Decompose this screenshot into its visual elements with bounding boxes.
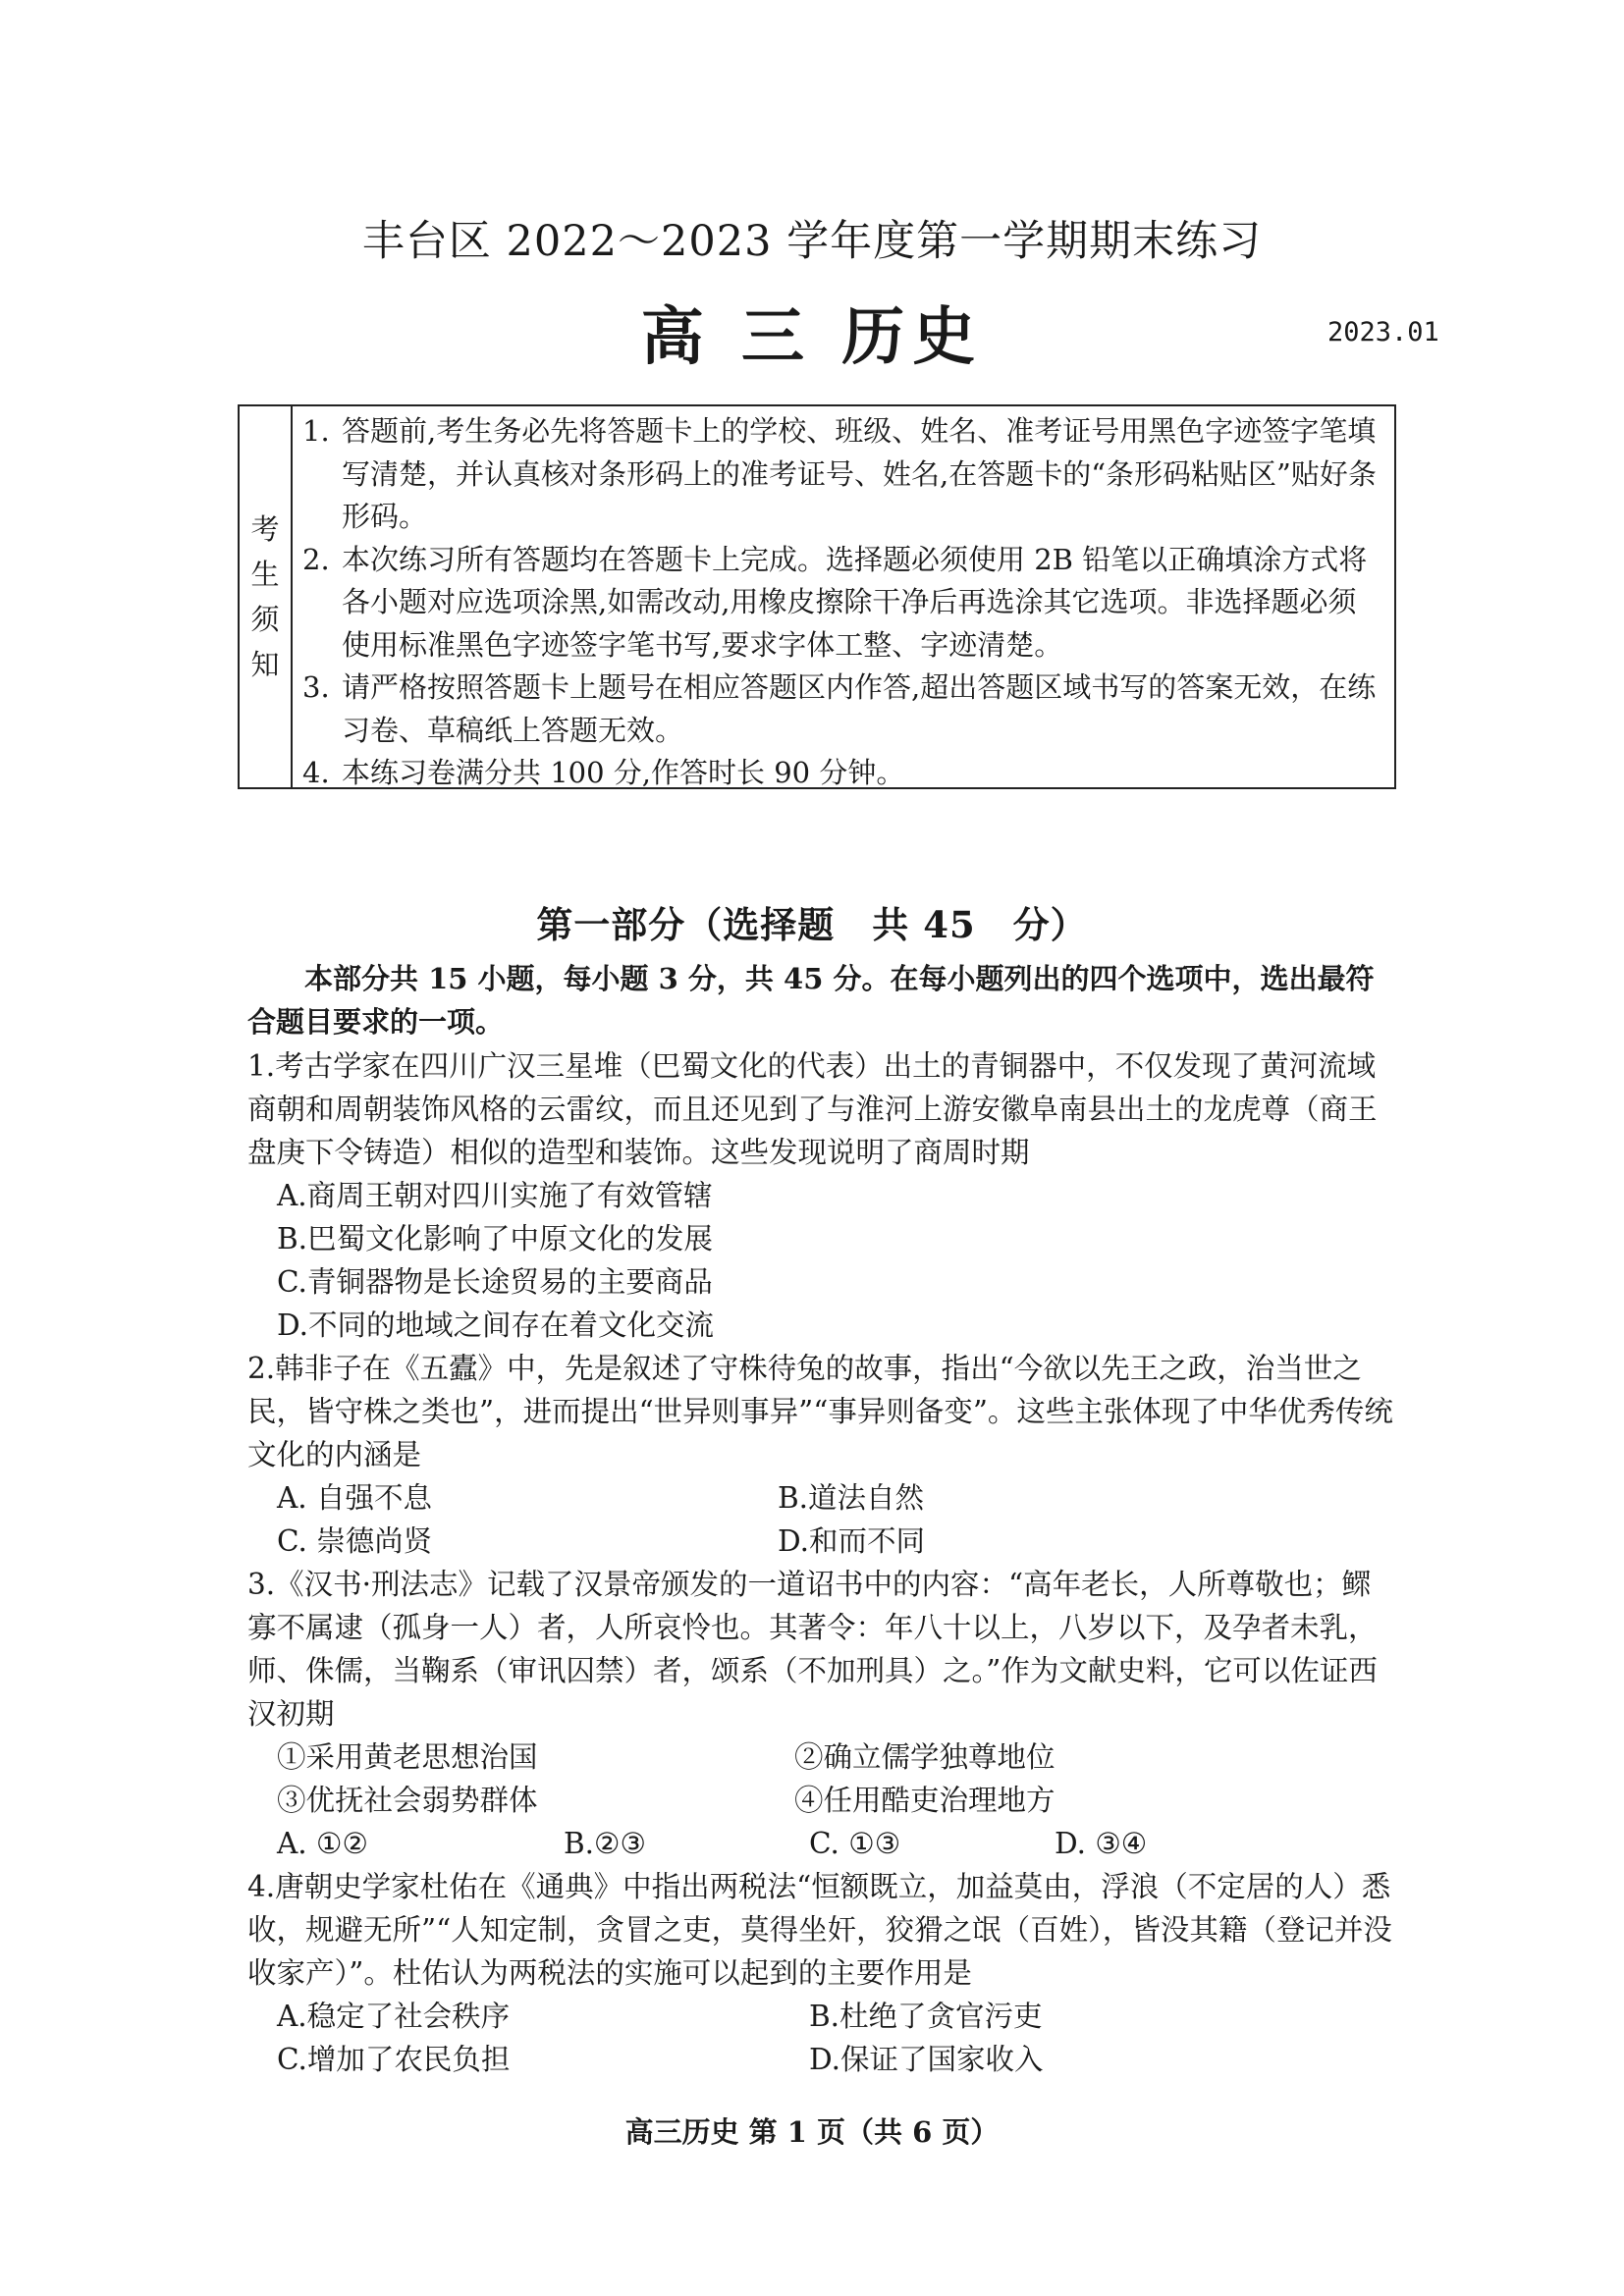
notice-item-number: 2. xyxy=(302,542,330,576)
exam-header-title: 丰台区 2022～2023 学年度第一学期期末练习 xyxy=(361,217,1263,266)
option-d: D.保证了国家收入 xyxy=(809,2043,1044,2076)
notice-item-number: 3. xyxy=(302,670,330,704)
option-b: B.②③ xyxy=(564,1827,646,1860)
option-row xyxy=(247,1174,1396,1217)
option-a: A.商周王朝对四川实施了有效管辖 xyxy=(277,1179,713,1212)
option-row xyxy=(247,1995,1396,2038)
question-2 xyxy=(247,1347,1396,1563)
option-a: A. 自强不息 xyxy=(277,1481,433,1515)
option-row xyxy=(247,1304,1396,1347)
statement-3: ③优抚社会弱势群体 xyxy=(277,1784,538,1817)
option-row xyxy=(247,1520,1396,1563)
subject-title: 高 三 历史 xyxy=(640,300,984,374)
option-c: C. 崇德尚贤 xyxy=(277,1524,433,1558)
option-c: C.青铜器物是长途贸易的主要商品 xyxy=(277,1265,713,1299)
question-4 xyxy=(247,1865,1396,2081)
option-row xyxy=(247,1260,1396,1304)
notice-item xyxy=(302,539,1382,667)
statement-row xyxy=(247,1779,1396,1822)
notice-item-text: 本次练习所有答题均在答题卡上完成。选择题必须使用 2B 铅笔以正确填涂方式将各小题对应选项涂黑,如需改动,用橡皮擦除干净后再选涂其它选项。非选择题必须使用标准黑色字迹签字笔书写,要求字体工整、字迹清楚。 xyxy=(342,542,1368,662)
statement-4: ④任用酷吏治理地方 xyxy=(794,1784,1056,1817)
notice-item-text: 请严格按照答题卡上题号在相应答题区内作答,超出答题区域书写的答案无效，在练习卷、草稿纸上答题无效。 xyxy=(342,670,1377,747)
statement-row xyxy=(247,1735,1396,1779)
statement-2: ②确立儒学独尊地位 xyxy=(794,1740,1056,1774)
section-instructions: 本部分共 15 小题，每小题 3 分，共 45 分。在每小题列出的四个选项中，选出最符合题目要求的一项。 xyxy=(247,962,1375,1039)
notice-item xyxy=(302,667,1382,752)
notice-item-number: 4. xyxy=(302,756,330,789)
option-b: B.杜绝了贪官污吏 xyxy=(809,2000,1043,2033)
notice-box xyxy=(238,404,1396,789)
option-d: D.和而不同 xyxy=(778,1524,925,1558)
notice-label-cell xyxy=(240,406,293,787)
notice-label: 考生须知 xyxy=(250,512,280,681)
question-stem: 1.考古学家在四川广汉三星堆（巴蜀文化的代表）出土的青铜器中，不仅发现了黄河流域商朝和周朝装饰风格的云雷纹，而且还见到了与淮河上游安徽阜南县出土的龙虎尊（商王盘庚下令铸造）相似的造型和装饰。这些发现说明了商周时期 xyxy=(247,1049,1378,1169)
exam-date: 2023.01 xyxy=(1327,317,1439,347)
notice-list xyxy=(302,410,1382,795)
option-d: D.不同的地域之间存在着文化交流 xyxy=(277,1308,714,1342)
notice-item xyxy=(302,410,1382,539)
question-1 xyxy=(247,1044,1396,1347)
option-d: D. ③④ xyxy=(1055,1827,1148,1860)
option-c: C.增加了农民负担 xyxy=(277,2043,511,2076)
question-stem: 4.唐朝史学家杜佑在《通典》中指出两税法“恒额既立，加益莫由，浮浪（不定居的人）悉收，规避无所”“人知定制，贪冒之吏，莫得坐奸，狡猾之氓（百姓），皆没其籍（登记并没收家产）”。杜佑认为两税法的实施可以起到的主要作用是 xyxy=(247,1870,1392,1990)
notice-item-text: 答题前,考生务必先将答题卡上的学校、班级、姓名、准考证号用黑色字迹签字笔填写清楚，并认真核对条形码上的准考证号、姓名,在答题卡的“条形码粘贴区”贴好条形码。 xyxy=(342,414,1377,533)
page-footer: 高三历史 第 1 页（共 6 页） xyxy=(624,2115,1000,2149)
statement-1: ①采用黄老思想治国 xyxy=(277,1740,538,1774)
notice-item xyxy=(302,752,1382,795)
option-row xyxy=(247,2038,1396,2081)
question-stem: 3.《汉书·刑法志》记载了汉景帝颁发的一道诏书中的内容：“高年老长，人所尊敬也；鳏寡不属逮（孤身一人）者，人所哀怜也。其著令：年八十以上，八岁以下，及孕者未乳，师、侏儒，当鞠系（审讯囚禁）者，颂系（不加刑具）之。”作为文献史料，它可以佐证西汉初期 xyxy=(247,1568,1378,1731)
option-c: C. ①③ xyxy=(809,1827,901,1860)
section-title: 第一部分（选择题 共 45 分） xyxy=(536,903,1088,946)
option-a: A.稳定了社会秩序 xyxy=(277,2000,511,2033)
option-row xyxy=(247,1822,1396,1865)
option-b: B.巴蜀文化影响了中原文化的发展 xyxy=(277,1222,714,1255)
option-b: B.道法自然 xyxy=(778,1481,925,1515)
notice-item-number: 1. xyxy=(302,414,330,448)
notice-item-text: 本练习卷满分共 100 分,作答时长 90 分钟。 xyxy=(342,756,905,789)
option-row xyxy=(247,1476,1396,1520)
question-stem: 2.韩非子在《五蠹》中，先是叙述了守株待兔的故事，指出“今欲以先王之政，治当世之民，皆守株之类也”，进而提出“世异则事异”“事异则备变”。这些主张体现了中华优秀传统文化的内涵是 xyxy=(247,1352,1393,1471)
question-3 xyxy=(247,1563,1396,1865)
option-row xyxy=(247,1217,1396,1260)
option-a: A. ①② xyxy=(277,1827,368,1860)
